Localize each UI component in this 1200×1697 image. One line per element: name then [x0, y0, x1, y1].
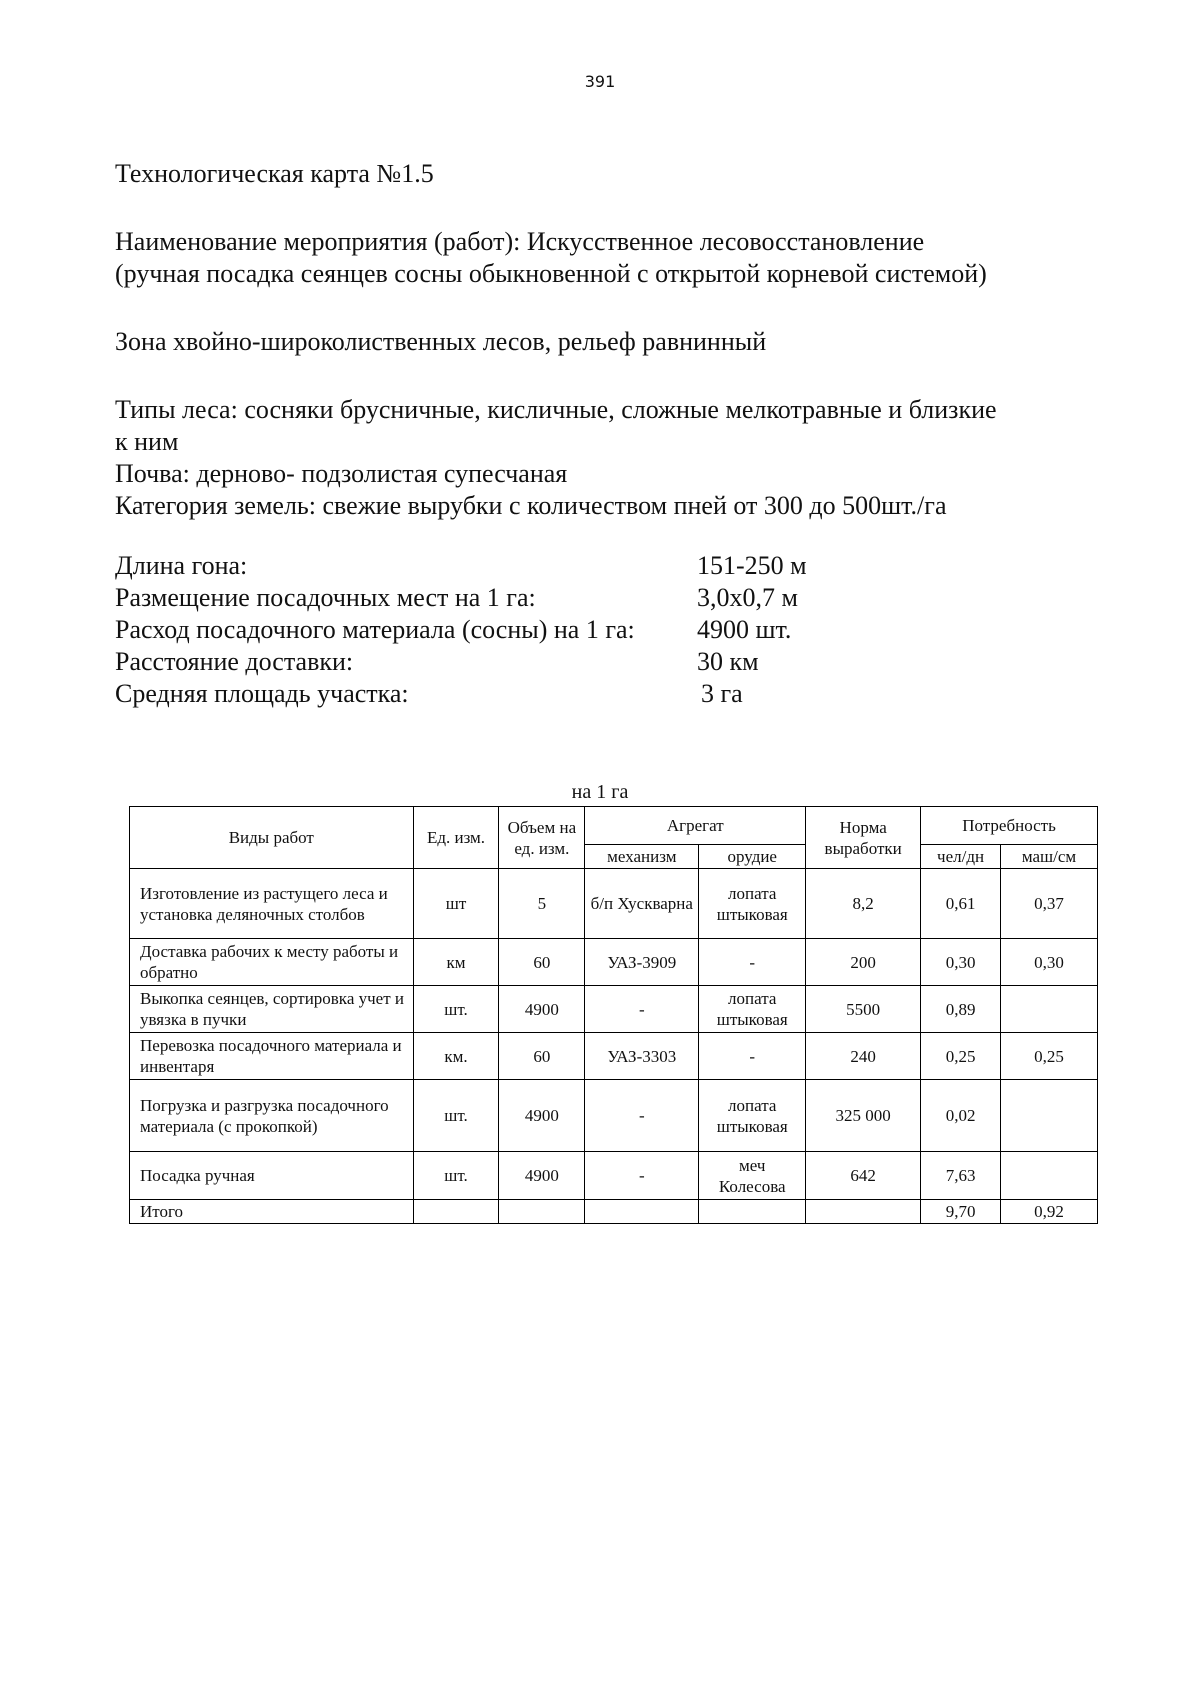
parameter-value: 4900 шт.	[697, 615, 792, 644]
total-row	[130, 1200, 1098, 1224]
activity-name-line-2: (ручная посадка сеянцев сосны обыкновенной с открытой корневой системой)	[115, 259, 987, 288]
header-man-days: чел/дн	[921, 845, 1001, 869]
norm-cell: 240	[806, 1033, 921, 1080]
parameters-list	[115, 550, 1115, 710]
unit-cell: км.	[413, 1033, 499, 1080]
header-unit: Ед. изм.	[413, 807, 499, 869]
document-body	[115, 158, 1115, 710]
table-caption: на 1 га	[571, 781, 629, 803]
parameter-value: 30 км	[697, 647, 759, 676]
tool-cell: лопата штыковая	[699, 986, 806, 1033]
activity-name-line-1: Наименование мероприятия (работ): Искусственное лесовосстановление	[115, 227, 925, 256]
forest-zone: Зона хвойно-широколиственных лесов, рельеф равнинный	[115, 327, 767, 356]
man-days-cell: 7,63	[921, 1152, 1001, 1200]
volume-cell: 60	[499, 1033, 585, 1080]
table-row	[130, 1033, 1098, 1080]
machine-shifts-cell: 0,37	[1001, 869, 1098, 939]
unit-cell: шт	[413, 869, 499, 939]
forest-types-line-2: к ним	[115, 427, 179, 456]
norm-cell: 642	[806, 1152, 921, 1200]
empty-cell	[699, 1200, 806, 1224]
table-row	[130, 869, 1098, 939]
norm-cell: 8,2	[806, 869, 921, 939]
total-machine-shifts: 0,92	[1001, 1200, 1098, 1224]
norm-cell: 200	[806, 939, 921, 986]
mechanism-cell: УАЗ-3909	[585, 939, 699, 986]
volume-cell: 4900	[499, 986, 585, 1033]
works-table	[129, 806, 1098, 1224]
mechanism-cell: б/п Хускварна	[585, 869, 699, 939]
volume-cell: 4900	[499, 1152, 585, 1200]
empty-cell	[806, 1200, 921, 1224]
machine-shifts-cell	[1001, 1152, 1098, 1200]
norm-cell: 5500	[806, 986, 921, 1033]
work-name: Погрузка и разгрузка посадочного материала (с прокопкой)	[130, 1080, 414, 1152]
parameter-label: Длина гона:	[115, 551, 248, 580]
mechanism-cell: -	[585, 986, 699, 1033]
document-title: Технологическая карта №1.5	[115, 159, 434, 188]
tool-cell: меч Колесова	[699, 1152, 806, 1200]
man-days-cell: 0,61	[921, 869, 1001, 939]
work-name: Посадка ручная	[130, 1152, 414, 1200]
table-row	[130, 939, 1098, 986]
parameter-value: 151-250 м	[697, 551, 807, 580]
soil-type: Почва: дерново- подзолистая супесчаная	[115, 459, 568, 488]
header-need: Потребность	[921, 807, 1098, 845]
machine-shifts-cell: 0,30	[1001, 939, 1098, 986]
header-tool: орудие	[699, 845, 806, 869]
work-name: Перевозка посадочного материала и инвентаря	[130, 1033, 414, 1080]
mechanism-cell: УАЗ-3303	[585, 1033, 699, 1080]
parameter-label: Размещение посадочных мест на 1 га:	[115, 583, 536, 612]
table-row	[130, 1152, 1098, 1200]
unit-cell: км	[413, 939, 499, 986]
mechanism-cell: -	[585, 1080, 699, 1152]
header-norm: Норма выработки	[806, 807, 921, 869]
parameter-row	[115, 646, 1115, 678]
parameter-value: 3 га	[701, 679, 743, 708]
norm-cell: 325 000	[806, 1080, 921, 1152]
work-name: Выкопка сеянцев, сортировка учет и увязка в пучки	[130, 986, 414, 1033]
man-days-cell: 0,02	[921, 1080, 1001, 1152]
parameter-label: Расстояние доставки:	[115, 647, 354, 676]
parameter-row	[115, 614, 1115, 646]
empty-cell	[413, 1200, 499, 1224]
header-mechanism: механизм	[585, 845, 699, 869]
tool-cell: лопата штыковая	[699, 1080, 806, 1152]
parameter-label: Расход посадочного материала (сосны) на 1 га:	[115, 615, 635, 644]
parameter-row	[115, 678, 1115, 710]
work-name: Доставка рабочих к месту работы и обратно	[130, 939, 414, 986]
man-days-cell: 0,25	[921, 1033, 1001, 1080]
machine-shifts-cell: 0,25	[1001, 1033, 1098, 1080]
tool-cell: -	[699, 939, 806, 986]
unit-cell: шт.	[413, 1080, 499, 1152]
total-label: Итого	[130, 1200, 414, 1224]
empty-cell	[499, 1200, 585, 1224]
header-volume: Объем на ед. изм.	[499, 807, 585, 869]
machine-shifts-cell	[1001, 986, 1098, 1033]
empty-cell	[585, 1200, 699, 1224]
table-row	[130, 986, 1098, 1033]
volume-cell: 4900	[499, 1080, 585, 1152]
man-days-cell: 0,30	[921, 939, 1001, 986]
parameter-value: 3,0х0,7 м	[697, 583, 798, 612]
unit-cell: шт.	[413, 986, 499, 1033]
forest-types-line-1: Типы леса: сосняки брусничные, кисличные, сложные мелкотравные и близкие	[115, 395, 997, 424]
header-works: Виды работ	[130, 807, 414, 869]
volume-cell: 60	[499, 939, 585, 986]
work-name: Изготовление из растущего леса и установка деляночных столбов	[130, 869, 414, 939]
table-row	[130, 1080, 1098, 1152]
parameter-row	[115, 582, 1115, 614]
header-machine-shifts: маш/см	[1001, 845, 1098, 869]
man-days-cell: 0,89	[921, 986, 1001, 1033]
land-category: Категория земель: свежие вырубки с количеством пней от 300 до 500шт./га	[115, 491, 947, 520]
total-man-days: 9,70	[921, 1200, 1001, 1224]
tool-cell: -	[699, 1033, 806, 1080]
unit-cell: шт.	[413, 1152, 499, 1200]
header-aggregate: Агрегат	[585, 807, 806, 845]
tool-cell: лопата штыковая	[699, 869, 806, 939]
volume-cell: 5	[499, 869, 585, 939]
mechanism-cell: -	[585, 1152, 699, 1200]
parameter-label: Средняя площадь участка:	[115, 679, 409, 708]
parameter-row	[115, 550, 1115, 582]
machine-shifts-cell	[1001, 1080, 1098, 1152]
page-number: 391	[584, 72, 616, 91]
